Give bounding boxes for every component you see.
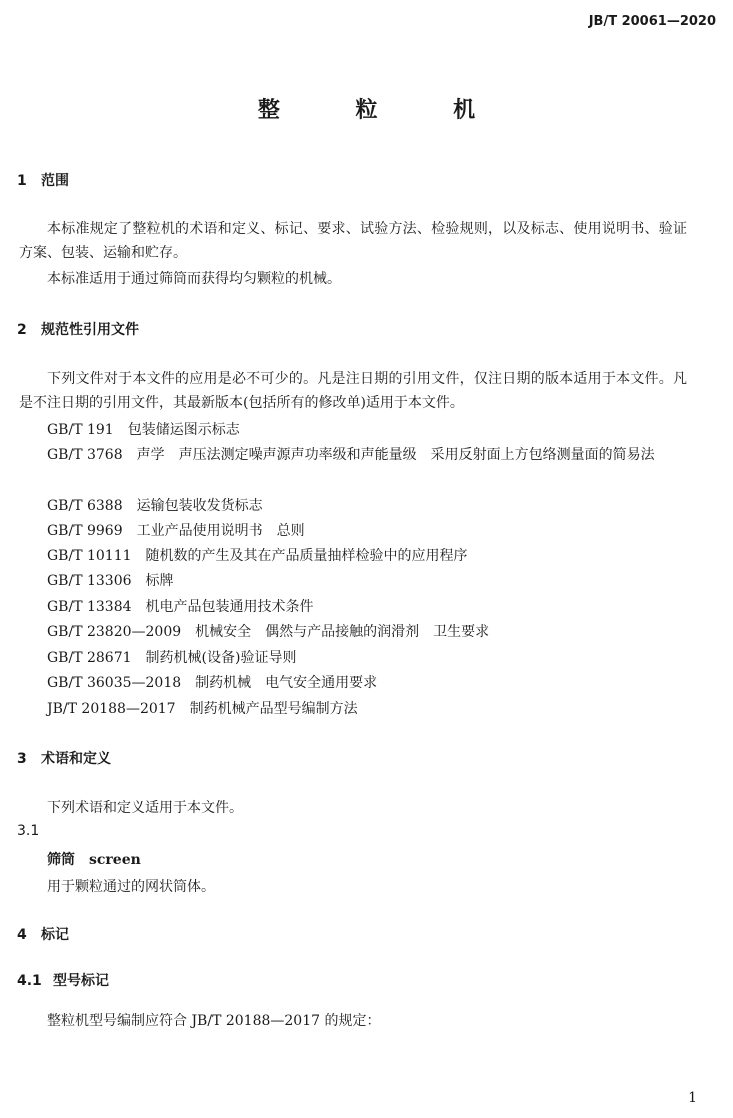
reference-item — [47, 698, 358, 718]
reference-item — [47, 647, 296, 667]
reference-title: 标牌 — [145, 573, 174, 589]
reference-code: GB/T 13306 — [47, 573, 132, 589]
reference-item — [19, 443, 687, 467]
section-title: 术语和定义 — [41, 751, 111, 767]
term-entry — [47, 849, 141, 869]
subsection-number: 4.1 — [17, 973, 42, 989]
section-number: 1 — [17, 173, 27, 189]
term-english: screen — [89, 852, 141, 868]
reference-code: GB/T 6388 — [47, 498, 123, 514]
reference-title: 运输包装收发货标志 — [136, 498, 263, 514]
reference-code: GB/T 3768 — [47, 447, 123, 463]
term-chinese: 筛筒 — [47, 852, 75, 868]
section-2-heading — [17, 319, 139, 339]
reference-title: 机电产品包装通用技术条件 — [145, 599, 314, 615]
reference-title: 制药机械产品型号编制方法 — [189, 701, 358, 717]
reference-item — [47, 495, 263, 515]
reference-code: GB/T 9969 — [47, 523, 123, 539]
reference-title: 机械安全 偶然与产品接触的润滑剂 卫生要求 — [195, 624, 490, 640]
reference-title: 制药机械 电气安全通用要求 — [195, 675, 378, 691]
reference-title: 随机数的产生及其在产品质量抽样检验中的应用程序 — [145, 548, 468, 564]
section-1-heading — [17, 170, 69, 190]
section-1-paragraph-2: 本标准适用于通过筛筒而获得均匀颗粒的机械。 — [47, 271, 341, 287]
section-2-intro: 下列文件对于本文件的应用是必不可少的。凡是注日期的引用文件，仅注日期的版本适用于本文件。凡是不注日期的引用文件，其最新版本(包括所有的修改单)适用于本文件。 — [19, 371, 687, 411]
section-title: 规范性引用文件 — [41, 322, 139, 338]
reference-item — [47, 596, 314, 616]
reference-code: JB/T 20188—2017 — [47, 701, 176, 717]
section-3-intro: 下列术语和定义适用于本文件。 — [47, 800, 243, 816]
section-number: 3 — [17, 751, 27, 767]
reference-code: GB/T 191 — [47, 422, 114, 438]
reference-item — [47, 570, 174, 590]
section-4-paragraph-1: 整粒机型号编制应符合 JB/T 20188—2017 的规定： — [47, 1013, 381, 1029]
reference-code: GB/T 13384 — [47, 599, 132, 615]
reference-title: 包装储运图示标志 — [127, 422, 240, 438]
reference-item — [47, 545, 468, 565]
subsection-title: 型号标记 — [53, 973, 109, 989]
standard-number: JB/T 20061—2020 — [588, 14, 716, 29]
section-title: 范围 — [41, 173, 69, 189]
reference-item — [47, 520, 305, 540]
section-title: 标记 — [41, 927, 69, 943]
section-number: 4 — [17, 927, 27, 943]
term-definition: 用于颗粒通过的网状筒体。 — [47, 879, 215, 895]
page-number: 1 — [688, 1090, 697, 1106]
reference-code: GB/T 10111 — [47, 548, 132, 564]
document-title: 整 粒 机 — [257, 98, 510, 123]
section-number: 2 — [17, 322, 27, 338]
term-number: 3.1 — [17, 823, 40, 839]
reference-code: GB/T 36035—2018 — [47, 675, 182, 691]
section-3-heading — [17, 748, 111, 768]
reference-code: GB/T 28671 — [47, 650, 132, 666]
reference-item — [47, 419, 240, 439]
reference-code: GB/T 23820—2009 — [47, 624, 182, 640]
reference-item — [47, 621, 489, 641]
reference-item — [47, 672, 377, 692]
section-4-heading — [17, 924, 69, 944]
reference-title: 制药机械(设备)验证导则 — [145, 650, 297, 666]
section-1-paragraph-1: 本标准规定了整粒机的术语和定义、标记、要求、试验方法、检验规则，以及标志、使用说明书、验证方案、包装、运输和贮存。 — [19, 221, 687, 261]
reference-title: 工业产品使用说明书 总则 — [136, 523, 305, 539]
subsection-4-1-heading — [17, 970, 109, 990]
reference-title: 声学 声压法测定噪声源声功率级和声能量级 采用反射面上方包络测量面的简易法 — [136, 447, 655, 463]
